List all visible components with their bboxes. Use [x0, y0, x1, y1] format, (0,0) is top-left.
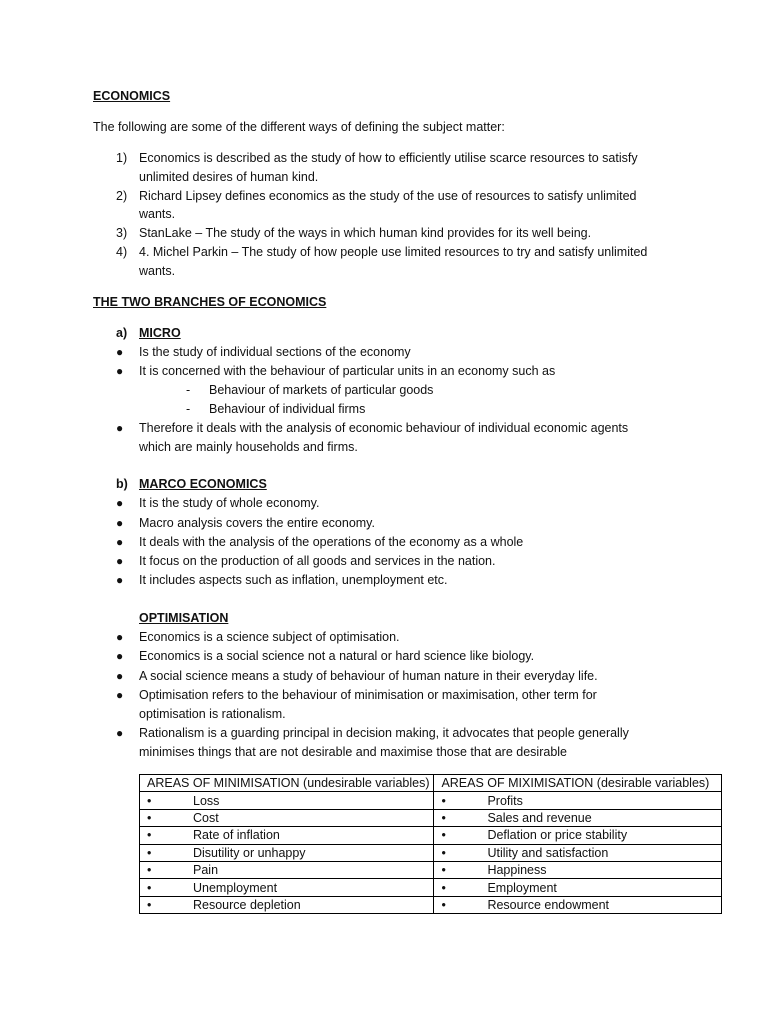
table-cell: • Loss [140, 792, 434, 809]
table-row [140, 896, 722, 913]
bullet-icon: • [147, 793, 152, 808]
micro-heading: MICRO [139, 326, 181, 340]
bullet-icon: ● [116, 535, 124, 549]
bullet-icon: • [147, 845, 152, 860]
table-cell: • Rate of inflation [140, 827, 434, 844]
table-cell: • Pain [140, 861, 434, 878]
bullet-icon: ● [116, 421, 124, 435]
sub-item-text: Behaviour of markets of particular goods [209, 383, 434, 397]
bullet-icon: • [147, 880, 152, 895]
table-cell: • Unemployment [140, 879, 434, 896]
table-cell: • Sales and revenue [434, 809, 722, 826]
bullet-icon: ● [116, 364, 124, 378]
bullet-icon: ● [116, 669, 124, 683]
list-number: 2) [116, 189, 128, 203]
bullet-text: Optimisation refers to the behaviour of minimisation or maximisation, other term for [139, 688, 597, 702]
list-item-text: wants. [139, 207, 176, 221]
list-item-text: Economics is described as the study of how to efficiently utilise scarce resources to satisfy [139, 151, 638, 165]
bullet-icon: • [147, 897, 152, 912]
table-row [140, 792, 722, 809]
bullet-text: Is the study of individual sections of the economy [139, 345, 411, 359]
bullet-icon: ● [116, 688, 124, 702]
table-row [140, 861, 722, 878]
bullet-text: It deals with the analysis of the operations of the economy as a whole [139, 535, 524, 549]
bullet-text: It includes aspects such as inflation, unemployment etc. [139, 573, 448, 587]
bullet-icon: • [441, 880, 446, 895]
table-cell: • Cost [140, 809, 434, 826]
bullet-icon: ● [116, 726, 124, 740]
list-item-text: unlimited desires of human kind. [139, 170, 319, 184]
table-cell: • Deflation or price stability [434, 827, 722, 844]
bullet-text: It focus on the production of all goods and services in the nation. [139, 554, 496, 568]
list-number: 1) [116, 151, 128, 165]
section-letter: a) [116, 326, 128, 340]
intro-text: The following are some of the different ways of defining the subject matter: [93, 120, 505, 134]
bullet-icon: ● [116, 573, 124, 587]
table-row [140, 827, 722, 844]
bullet-icon: • [147, 863, 152, 878]
sub-item-text: Behaviour of individual firms [209, 402, 366, 416]
bullet-text: Therefore it deals with the analysis of economic behaviour of individual economic agents [139, 421, 629, 435]
areas-table [139, 774, 722, 914]
table-cell: • Profits [434, 792, 722, 809]
list-number: 4) [116, 245, 128, 259]
bullet-icon: • [441, 897, 446, 912]
list-item-text: Richard Lipsey defines economics as the study of the use of resources to satisfy unlimited [139, 189, 637, 203]
list-item-text: 4. Michel Parkin – The study of how people use limited resources to try and satisfy unlimited [139, 245, 648, 259]
bullet-icon: ● [116, 345, 124, 359]
table-cell: • Disutility or unhappy [140, 844, 434, 861]
section-heading: THE TWO BRANCHES OF ECONOMICS [93, 295, 327, 309]
table-row [140, 844, 722, 861]
bullet-icon: • [441, 793, 446, 808]
table-header-row [140, 775, 722, 792]
bullet-text: It is concerned with the behaviour of particular units in an economy such as [139, 364, 556, 378]
bullet-icon: ● [116, 630, 124, 644]
table-row [140, 809, 722, 826]
bullet-icon: ● [116, 516, 124, 530]
section-letter: b) [116, 477, 128, 491]
bullet-text: Macro analysis covers the entire economy. [139, 516, 375, 530]
bullet-text: minimises things that are not desirable and maximise those that are desirable [139, 745, 567, 759]
table-cell: • Resource endowment [434, 896, 722, 913]
bullet-text: It is the study of whole economy. [139, 496, 320, 510]
bullet-text: A social science means a study of behaviour of human nature in their everyday life. [139, 669, 598, 683]
bullet-text: Economics is a social science not a natural or hard science like biology. [139, 649, 535, 663]
document-title: ECONOMICS [93, 89, 171, 103]
optimisation-heading: OPTIMISATION [139, 611, 229, 625]
bullet-icon: • [441, 810, 446, 825]
bullet-icon: ● [116, 554, 124, 568]
table-cell: • Employment [434, 879, 722, 896]
table-header-maximisation: AREAS OF MIXIMISATION (desirable variables) [434, 775, 722, 792]
list-item-text: StanLake – The study of the ways in which human kind provides for its well being. [139, 226, 592, 240]
dash-icon: - [186, 383, 191, 397]
bullet-icon: ● [116, 649, 124, 663]
bullet-icon: • [441, 863, 446, 878]
bullet-icon: • [441, 845, 446, 860]
table-row [140, 879, 722, 896]
bullet-icon: • [147, 828, 152, 843]
list-item-text: wants. [139, 264, 176, 278]
table-cell: • Utility and satisfaction [434, 844, 722, 861]
list-number: 3) [116, 226, 128, 240]
macro-heading: MARCO ECONOMICS [139, 477, 267, 491]
bullet-icon: • [441, 828, 446, 843]
bullet-text: which are mainly households and firms. [139, 440, 358, 454]
bullet-text: Economics is a science subject of optimisation. [139, 630, 400, 644]
bullet-text: Rationalism is a guarding principal in decision making, it advocates that people generally [139, 726, 629, 740]
bullet-text: optimisation is rationalism. [139, 707, 286, 721]
table-header-minimisation: AREAS OF MINIMISATION (undesirable variables) [140, 775, 434, 792]
bullet-icon: ● [116, 496, 124, 510]
bullet-icon: • [147, 810, 152, 825]
table-cell: • Resource depletion [140, 896, 434, 913]
table-cell: • Happiness [434, 861, 722, 878]
dash-icon: - [186, 402, 191, 416]
